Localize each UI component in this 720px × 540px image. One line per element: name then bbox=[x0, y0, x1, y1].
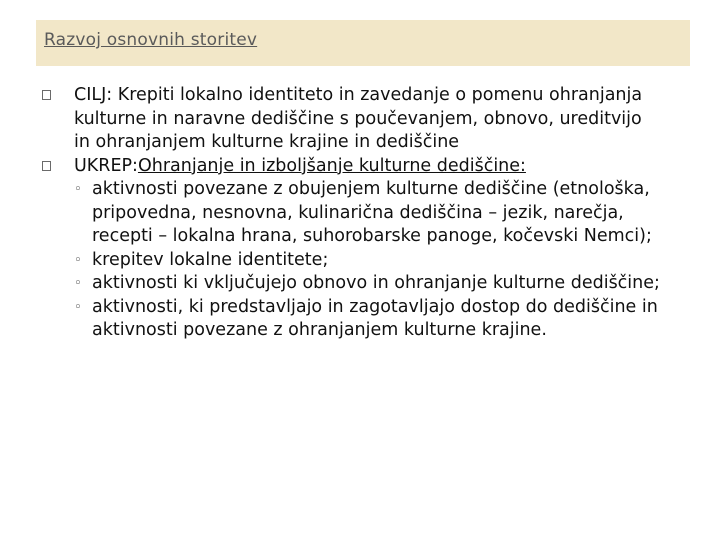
circle-bullet-icon: ◦ bbox=[74, 299, 82, 315]
sub-bullet-text: aktivnosti povezane z obujenjem kulturne dediščine (etnološka, pripovedna, nesnovna, kulinarična dediščina – jezik, narečja, recepti – lokalna hrana, suhorobarske panoge, kočevski Nemci); bbox=[92, 179, 652, 246]
sub-bullet bbox=[42, 178, 662, 249]
bullet-cilj-text: CILJ: Krepiti lokalno identiteto in zavedanje o pomenu ohranjanja kulturne in naravne dediščine s poučevanjem, obnovo, ureditvijo in ohranjanjem kulturne krajine in dediščine bbox=[74, 85, 643, 152]
title-bar bbox=[36, 20, 690, 66]
bullet-ukrep bbox=[42, 155, 662, 179]
circle-bullet-icon: ◦ bbox=[74, 276, 82, 291]
circle-bullet-icon: ◦ bbox=[74, 182, 82, 197]
circle-bullet-icon: ◦ bbox=[74, 252, 82, 268]
sub-bullet bbox=[42, 272, 662, 296]
bullet-cilj bbox=[42, 84, 662, 155]
sub-bullet-text: aktivnosti ki vključujejo obnovo in ohranjanje kulturne dediščine; bbox=[92, 273, 660, 293]
bullet-ukrep-title: Ohranjanje in izboljšanje kulturne dediščine: bbox=[137, 155, 526, 176]
slide-content bbox=[42, 84, 662, 343]
slide-title: Razvoj osnovnih storitev bbox=[44, 30, 258, 50]
sub-bullet bbox=[42, 296, 662, 343]
bullet-ukrep-prefix: UKREP: bbox=[74, 155, 138, 176]
sub-bullet-text: aktivnosti, ki predstavljajo in zagotavljajo dostop do dediščine in aktivnosti povezane z ohranjanjem kulturne krajine. bbox=[92, 296, 658, 340]
square-bullet-icon bbox=[42, 161, 51, 171]
square-bullet-icon bbox=[42, 90, 51, 100]
sub-bullet-text: krepitev lokalne identitete; bbox=[92, 249, 329, 270]
sub-bullet bbox=[42, 249, 662, 273]
